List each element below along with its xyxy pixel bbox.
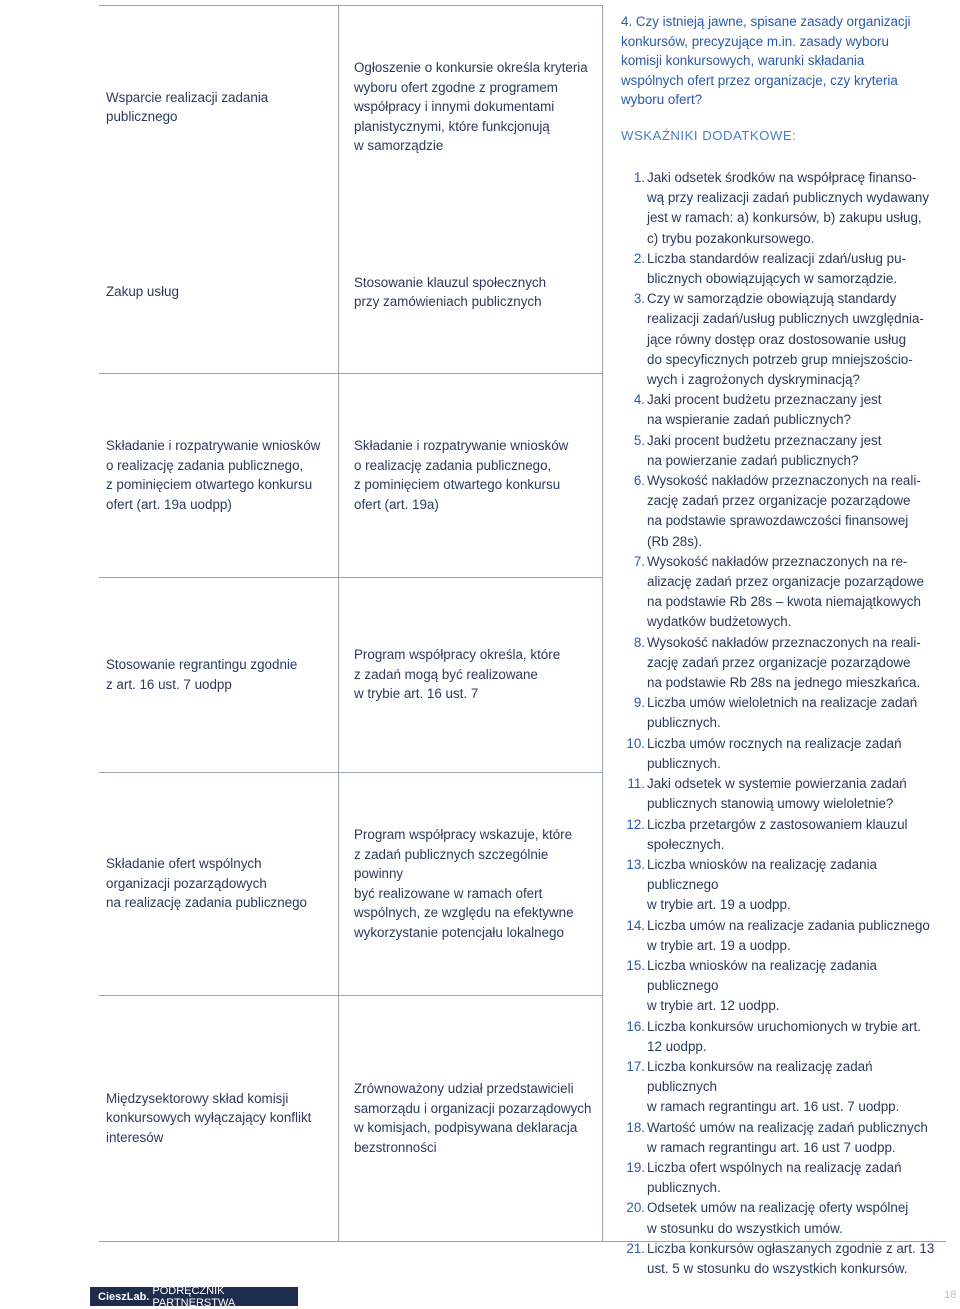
indicator-text: Liczba konkursów uruchomionych w trybie art. 12 uodpp.: [647, 1018, 921, 1054]
column-divider: [338, 5, 339, 1241]
indicator-text: Wysokość nakładów przeznaczonych na reali- zację zadań przez organizacje pozarządowe na podstawie Rb 28s na jednego mieszkańca.: [647, 634, 921, 691]
measure-cell: Stosowanie regrantingu zgodnie z art. 16 ust. 7 uodpp: [106, 657, 298, 692]
indicator-number: 11.: [627, 776, 645, 792]
indicator-text: Liczba wniosków na realizację zadania publicznego w trybie art. 12 uodpp.: [647, 957, 878, 1014]
indicator-item: [621, 1017, 943, 1057]
indicator-item: [621, 249, 943, 289]
indicator-number: 7.: [633, 553, 645, 569]
indicator-number: 21.: [626, 1240, 645, 1256]
indicator-item: [621, 1239, 943, 1279]
indicator-text: Czy w samorządzie obowiązują standardy realizacji zadań/usług publicznych uwzględnia- jące równy dostęp oraz dostosowanie usług do specyficznych potrzeb grup mniejszościo- wych i zagrożonych dyskryminacją?: [647, 291, 924, 388]
indicator-number: 15.: [626, 957, 645, 973]
indicator-number: 10.: [626, 735, 645, 751]
indicator-text: Wysokość nakładów przeznaczonych na reali- zację zadań przez organizacje pozarządowe na podstawie sprawozdawczości finansowej (Rb 28s).: [647, 473, 921, 549]
indicator-item: [621, 431, 943, 471]
indicator-number: 1.: [633, 170, 645, 185]
measure-cell: Wsparcie realizacji zadania publicznego: [106, 89, 269, 124]
indicator-item: [621, 1057, 943, 1118]
indicator-item: [621, 855, 943, 916]
indicator-text: Liczba umów na realizacje zadania publicznego w trybie art. 19 a uodpp.: [647, 917, 930, 953]
indicator-text: Wartość umów na realizację zadań publicznych w ramach regrantingu art. 16 ust 7 uodpp.: [647, 1119, 928, 1155]
indicator-item: [621, 289, 943, 390]
indicator-number: 9.: [633, 695, 645, 711]
indicator-text: Liczba konkursów na realizację zadań publicznych w ramach regrantingu art. 16 ust. 7 uodpp.: [647, 1058, 900, 1115]
indicator-list: [621, 168, 943, 1279]
indicator-item: [621, 1118, 943, 1158]
indicator-text: Liczba ofert wspólnych na realizację zadań publicznych.: [647, 1159, 902, 1196]
indicator-item: [621, 916, 943, 956]
indicator-number: 4.: [633, 392, 645, 408]
measure-cell: Składanie i rozpatrywanie wniosków o realizację zadania publicznego, z pominięciem otwartego konkursu ofert (art. 19a uodpp): [106, 438, 321, 512]
indicator-number: 3.: [633, 291, 645, 307]
indicator-text: Jaki odsetek w systemie powierzania zadań publicznych stanowią umowy wieloletnie?: [647, 776, 907, 812]
indicator-text: Liczba umów wieloletnich na realizacje zadań publicznych.: [647, 695, 918, 731]
indicator-text: Jaki procent budżetu przeznaczany jest na powierzanie zadań publicznych?: [647, 432, 882, 468]
measure-cell: Międzysektorowy skład komisji konkursowych wyłączający konflikt interesów: [106, 1090, 312, 1145]
column-divider: [602, 5, 603, 1241]
indicator-text: Liczba standardów realizacji zdań/usług pu- blicznych obowiązujących w samorządzie.: [647, 250, 907, 287]
indicator-item: [621, 471, 943, 552]
indicator-number: 18.: [626, 1119, 645, 1135]
footer-bar: [90, 1284, 298, 1309]
indicator-cell: Program współpracy wskazuje, które z zadań publicznych szczególnie powinny być realizowane w ramach ofert wspólnych, ze względu na efektywne wykorzystanie potencjału lokalnego: [354, 827, 574, 940]
indicator-item: [621, 774, 943, 814]
indicator-number: 12.: [626, 816, 645, 832]
indicator-number: 5.: [633, 432, 645, 448]
indicator-number: 8.: [633, 634, 645, 650]
indicator-text: Odsetek umów na realizację oferty wspólnej w stosunku do wszystkich umów.: [647, 1200, 909, 1236]
indicator-text: Liczba wniosków na realizację zadania publicznego w trybie art. 19 a uodpp.: [647, 856, 878, 913]
indicator-item: [621, 693, 943, 733]
indicator-cell: Zrównoważony udział przedstawicieli samorządu i organizacji pozarządowych w komisjach, podpisywana deklaracja bezstronności: [354, 1081, 592, 1155]
question-4: 4. Czy istnieją jawne, spisane zasady organizacji konkursów, precyzujące m.in. zasady wyboru komisji konkursowych, warunki składania wspólnych ofert przez organizacje, czy kryteria wyboru ofert?: [621, 14, 911, 107]
indicator-item: [621, 1158, 943, 1198]
indicator-number: 13.: [626, 856, 645, 872]
indicator-number: 16.: [626, 1018, 645, 1034]
indicator-cell: Ogłoszenie o konkursie określa kryteria wyboru ofert zgodne z programem współpracy i innymi dokumentami planistycznymi, które funkcjonują w samorządzie: [354, 60, 588, 154]
indicator-text: Liczba przetargów z zastosowaniem klauzul społecznych.: [647, 816, 908, 852]
indicator-item: [621, 390, 943, 430]
indicator-text: Liczba konkursów ogłaszanych zgodnie z art. 13 ust. 5 w stosunku do wszystkich konkursów.: [647, 1240, 935, 1276]
indicator-number: 2.: [633, 250, 645, 266]
indicator-item: [621, 956, 943, 1017]
indicator-item: [621, 734, 943, 774]
indicator-cell: Składanie i rozpatrywanie wniosków o realizację zadania publicznego, z pominięciem otwartego konkursu ofert (art. 19a): [354, 438, 569, 512]
footer-brand: CieszLab.: [98, 1290, 150, 1303]
page-number: 18: [944, 1289, 957, 1301]
indicator-number: 14.: [626, 917, 645, 933]
indicator-item: [621, 1198, 943, 1238]
indicator-text: Wysokość nakładów przeznaczonych na re- alizację zadań przez organizacje pozarządowe na podstawie Rb 28s – kwota niemajątkowych wydatków budżetowych.: [647, 553, 924, 630]
indicator-number: 17.: [626, 1058, 645, 1074]
indicator-text: Jaki procent budżetu przeznaczany jest na wspieranie zadań publicznych?: [647, 392, 882, 428]
indicator-item: [621, 815, 943, 855]
indicator-item: [621, 552, 943, 633]
indicator-number: 20.: [626, 1200, 645, 1216]
indicator-item: [621, 633, 943, 694]
indicator-cell: Program współpracy określa, które z zadań mogą być realizowane w trybie art. 16 ust. 7: [354, 647, 561, 702]
extra-indicators-heading: WSKAŹNIKI DODATKOWE:: [621, 128, 797, 143]
indicator-number: 6.: [633, 473, 645, 489]
footer-title: PODRĘCZNIK PARTNERSTWA: [152, 1284, 236, 1309]
indicator-number: 19.: [626, 1159, 645, 1175]
indicator-cell: Stosowanie klauzul społecznych przy zamówieniach publicznych: [354, 274, 547, 309]
indicator-item: [621, 168, 943, 249]
measure-cell: Zakup usług: [106, 284, 179, 300]
indicator-text: Liczba umów rocznych na realizacje zadań publicznych.: [647, 735, 902, 771]
measure-cell: Składanie ofert wspólnych organizacji pozarządowych na realizację zadania publicznego: [106, 856, 307, 911]
indicator-text: Jaki odsetek środków na współpracę finanso- wą przy realizacji zadań publicznych wydawany jest w ramach: a) konkursów, b) zakupu usług, c) trybu pozakonkursowego.: [647, 170, 930, 246]
